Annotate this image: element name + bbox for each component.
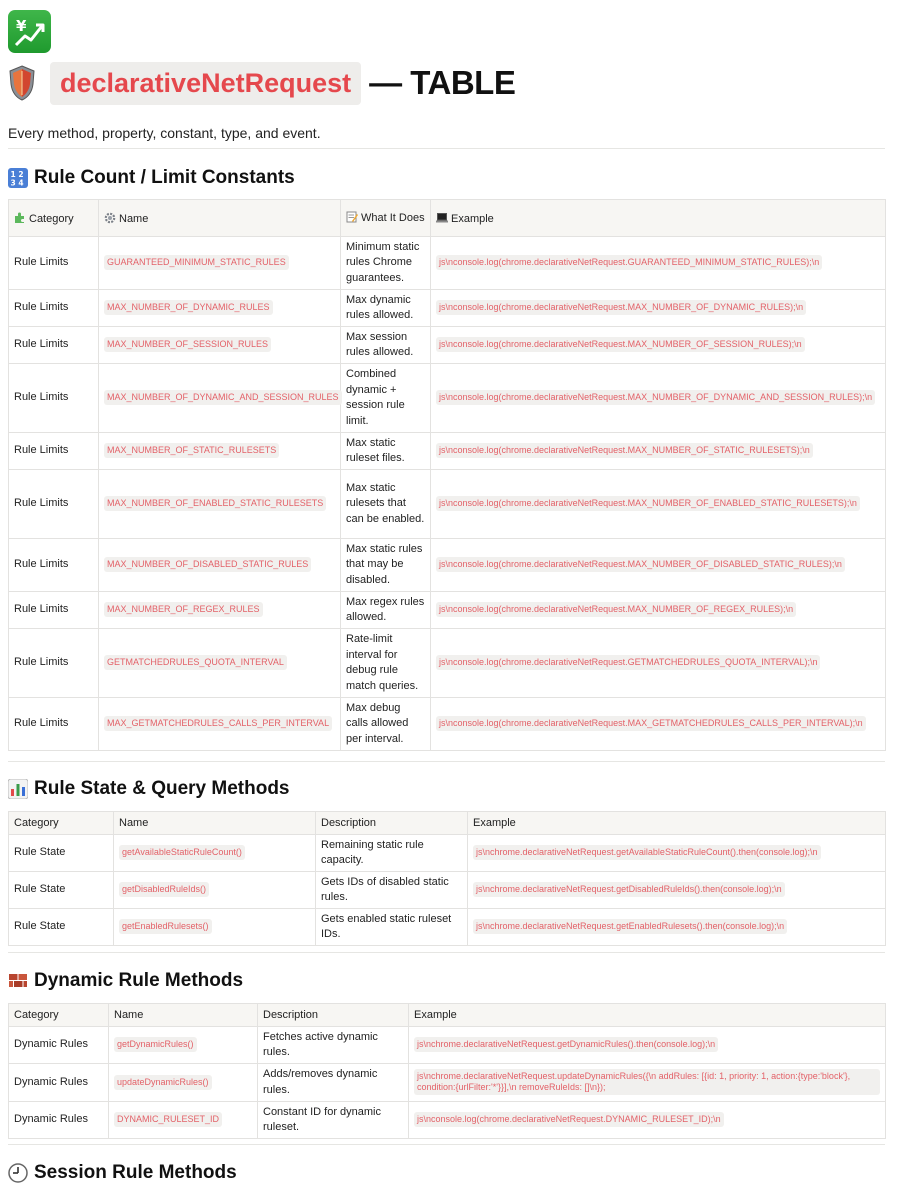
category-cell: Dynamic Rules — [9, 1102, 109, 1139]
description-cell: Max session rules allowed. — [341, 327, 431, 364]
app-logo-icon — [8, 10, 51, 53]
bar-chart-icon — [8, 779, 28, 799]
method-name: getAvailableStaticRuleCount() — [119, 845, 245, 860]
category-cell: Rule Limits — [9, 629, 99, 698]
code-example: js\nchrome.declarativeNetRequest.getDisabledRuleIds().then(console.log);\n — [473, 882, 785, 897]
constant-name: MAX_GETMATCHEDRULES_CALLS_PER_INTERVAL — [104, 716, 332, 731]
constant-name: MAX_NUMBER_OF_DYNAMIC_RULES — [104, 300, 273, 315]
divider — [8, 148, 885, 149]
column-header: Category — [9, 812, 114, 835]
shield-icon — [8, 64, 36, 102]
section-title-text: Dynamic Rule Methods — [34, 970, 244, 991]
name-cell — [99, 327, 341, 364]
name-cell — [99, 698, 341, 751]
example-cell — [468, 872, 886, 909]
page-subtitle: Every method, property, constant, type, and event. — [8, 125, 321, 141]
table-row — [9, 629, 886, 698]
constant-name: MAX_NUMBER_OF_REGEX_RULES — [104, 602, 263, 617]
description-cell: Max regex rules allowed. — [341, 592, 431, 629]
table-row — [9, 539, 886, 592]
constant-name: GUARANTEED_MINIMUM_STATIC_RULES — [104, 255, 289, 270]
gear-icon — [104, 212, 116, 224]
table-row — [9, 1102, 886, 1139]
category-cell: Rule State — [9, 872, 114, 909]
example-cell — [409, 1102, 886, 1139]
column-header: Description — [258, 1004, 409, 1027]
memo-icon — [346, 211, 358, 223]
table-row — [9, 237, 886, 290]
table-row — [9, 327, 886, 364]
method-name: getDynamicRules() — [114, 1037, 197, 1052]
svg-text:1 2: 1 2 — [10, 170, 24, 179]
constant-name: MAX_NUMBER_OF_DISABLED_STATIC_RULES — [104, 557, 311, 572]
code-example: js\nconsole.log(chrome.declarativeNetRequest.MAX_NUMBER_OF_DYNAMIC_RULES);\n — [436, 300, 806, 315]
code-example: js\nconsole.log(chrome.declarativeNetRequest.MAX_NUMBER_OF_DISABLED_STATIC_RULES);\n — [436, 557, 845, 572]
section-title-text: Session Rule Methods — [34, 1162, 237, 1183]
title-suffix: — TABLE — [369, 64, 516, 101]
code-example: js\nconsole.log(chrome.declarativeNetRequest.MAX_NUMBER_OF_SESSION_RULES);\n — [436, 337, 805, 352]
column-header: Description — [316, 812, 468, 835]
constant-name: DYNAMIC_RULESET_ID — [114, 1112, 222, 1127]
description-cell: Adds/removes dynamic rules. — [258, 1064, 409, 1102]
page-title — [8, 60, 515, 106]
code-example: js\nconsole.log(chrome.declarativeNetRequest.MAX_GETMATCHEDRULES_CALLS_PER_INTERVAL);\n — [436, 716, 866, 731]
name-cell — [114, 909, 316, 946]
category-cell: Rule Limits — [9, 433, 99, 470]
limits-table — [8, 199, 886, 751]
state-table — [8, 811, 886, 946]
name-cell — [114, 835, 316, 872]
section-title-dynamic — [8, 968, 243, 994]
name-cell — [109, 1064, 258, 1102]
code-example: js\nchrome.declarativeNetRequest.getEnabledRulesets().then(console.log);\n — [473, 919, 787, 934]
example-cell — [431, 470, 886, 539]
column-header: Name — [109, 1004, 258, 1027]
description-cell: Max debug calls allowed per interval. — [341, 698, 431, 751]
example-cell — [409, 1027, 886, 1064]
example-cell — [431, 327, 886, 364]
category-cell: Dynamic Rules — [9, 1027, 109, 1064]
name-cell — [109, 1102, 258, 1139]
category-cell: Rule Limits — [9, 539, 99, 592]
laptop-icon — [436, 212, 448, 224]
svg-text:3 4: 3 4 — [10, 178, 24, 188]
divider — [8, 761, 885, 762]
description-cell: Remaining static rule capacity. — [316, 835, 468, 872]
description-cell: Minimum static rules Chrome guarantees. — [341, 237, 431, 290]
name-cell — [109, 1027, 258, 1064]
table-row — [9, 433, 886, 470]
section-title-state — [8, 776, 290, 802]
description-cell: Max dynamic rules allowed. — [341, 290, 431, 327]
category-cell: Rule State — [9, 835, 114, 872]
table-row — [9, 872, 886, 909]
example-cell — [431, 592, 886, 629]
divider — [8, 952, 885, 953]
column-header: Example — [431, 200, 886, 237]
code-example: js\nconsole.log(chrome.declarativeNetRequest.DYNAMIC_RULESET_ID);\n — [414, 1112, 724, 1127]
constant-name: GETMATCHEDRULES_QUOTA_INTERVAL — [104, 655, 287, 670]
description-cell: Max static rulesets that can be enabled. — [341, 470, 431, 539]
bricks-icon — [8, 971, 28, 991]
table-row — [9, 1064, 886, 1102]
method-name: updateDynamicRules() — [114, 1075, 212, 1090]
constant-name: MAX_NUMBER_OF_STATIC_RULESETS — [104, 443, 279, 458]
code-example: js\nconsole.log(chrome.declarativeNetRequest.MAX_NUMBER_OF_ENABLED_STATIC_RULESETS);\n — [436, 496, 860, 511]
table-row — [9, 290, 886, 327]
category-cell: Rule State — [9, 909, 114, 946]
example-cell — [431, 290, 886, 327]
code-example: js\nconsole.log(chrome.declarativeNetRequest.MAX_NUMBER_OF_DYNAMIC_AND_SESSION_RULES);\n — [436, 390, 875, 405]
constant-name: MAX_NUMBER_OF_ENABLED_STATIC_RULESETS — [104, 496, 326, 511]
table-row — [9, 909, 886, 946]
method-name: getDisabledRuleIds() — [119, 882, 209, 897]
section-title-text: Rule Count / Limit Constants — [34, 167, 295, 188]
description-cell: Constant ID for dynamic ruleset. — [258, 1102, 409, 1139]
name-cell — [99, 237, 341, 290]
constant-name: MAX_NUMBER_OF_DYNAMIC_AND_SESSION_RULES — [104, 390, 342, 405]
example-cell — [431, 433, 886, 470]
example-cell — [431, 539, 886, 592]
category-cell: Rule Limits — [9, 237, 99, 290]
table-row — [9, 364, 886, 433]
column-header: Category — [9, 200, 99, 237]
code-example: js\nchrome.declarativeNetRequest.getDynamicRules().then(console.log);\n — [414, 1037, 718, 1052]
section-title-session — [8, 1160, 237, 1186]
column-header: Example — [468, 812, 886, 835]
divider — [8, 1144, 885, 1145]
name-cell — [99, 470, 341, 539]
example-cell — [431, 364, 886, 433]
dynamic-table — [8, 1003, 886, 1139]
column-header: What It Does — [341, 200, 431, 237]
name-cell — [99, 539, 341, 592]
code-example: js\nconsole.log(chrome.declarativeNetRequest.GUARANTEED_MINIMUM_STATIC_RULES);\n — [436, 255, 822, 270]
description-cell: Max static rules that may be disabled. — [341, 539, 431, 592]
category-cell: Rule Limits — [9, 470, 99, 539]
example-cell — [468, 835, 886, 872]
description-cell: Fetches active dynamic rules. — [258, 1027, 409, 1064]
description-cell: Gets IDs of disabled static rules. — [316, 872, 468, 909]
name-cell — [99, 290, 341, 327]
code-example: js\nconsole.log(chrome.declarativeNetRequest.MAX_NUMBER_OF_STATIC_RULESETS);\n — [436, 443, 813, 458]
category-cell: Rule Limits — [9, 592, 99, 629]
name-cell — [99, 433, 341, 470]
code-example: js\nconsole.log(chrome.declarativeNetRequest.MAX_NUMBER_OF_REGEX_RULES);\n — [436, 602, 796, 617]
column-header: Name — [114, 812, 316, 835]
name-cell — [99, 629, 341, 698]
table-row — [9, 470, 886, 539]
section-title-limits — [8, 165, 295, 191]
table-row — [9, 835, 886, 872]
svg-text:¥: ¥ — [15, 16, 26, 35]
category-cell: Rule Limits — [9, 327, 99, 364]
code-example: js\nchrome.declarativeNetRequest.updateDynamicRules({\n addRules: [{id: 1, priority: 1, action:{type:'block'}, condition:{urlFilter:'*'}}],\n removeRuleIds: []\n}); — [414, 1069, 880, 1095]
example-cell — [409, 1064, 886, 1102]
name-cell — [114, 872, 316, 909]
example-cell — [468, 909, 886, 946]
code-example: js\nconsole.log(chrome.declarativeNetRequest.GETMATCHEDRULES_QUOTA_INTERVAL);\n — [436, 655, 820, 670]
description-cell: Rate-limit interval for debug rule match queries. — [341, 629, 431, 698]
category-cell: Dynamic Rules — [9, 1064, 109, 1102]
example-cell — [431, 629, 886, 698]
section-title-text: Rule State & Query Methods — [34, 778, 290, 799]
category-cell: Rule Limits — [9, 364, 99, 433]
method-name: getEnabledRulesets() — [119, 919, 212, 934]
table-row — [9, 592, 886, 629]
column-header: Example — [409, 1004, 886, 1027]
constant-name: MAX_NUMBER_OF_SESSION_RULES — [104, 337, 271, 352]
numbers-icon — [8, 168, 28, 188]
description-cell: Gets enabled static ruleset IDs. — [316, 909, 468, 946]
table-row — [9, 698, 886, 751]
example-cell — [431, 237, 886, 290]
column-header: Name — [99, 200, 341, 237]
category-cell: Rule Limits — [9, 290, 99, 327]
clock-icon — [8, 1163, 28, 1183]
name-cell — [99, 592, 341, 629]
puzzle-icon — [14, 212, 26, 224]
title-code: declarativeNetRequest — [50, 62, 361, 105]
code-example: js\nchrome.declarativeNetRequest.getAvailableStaticRuleCount().then(console.log);\n — [473, 845, 821, 860]
description-cell: Max static ruleset files. — [341, 433, 431, 470]
table-row — [9, 1027, 886, 1064]
name-cell — [99, 364, 341, 433]
example-cell — [431, 698, 886, 751]
description-cell: Combined dynamic + session rule limit. — [341, 364, 431, 433]
category-cell: Rule Limits — [9, 698, 99, 751]
column-header: Category — [9, 1004, 109, 1027]
